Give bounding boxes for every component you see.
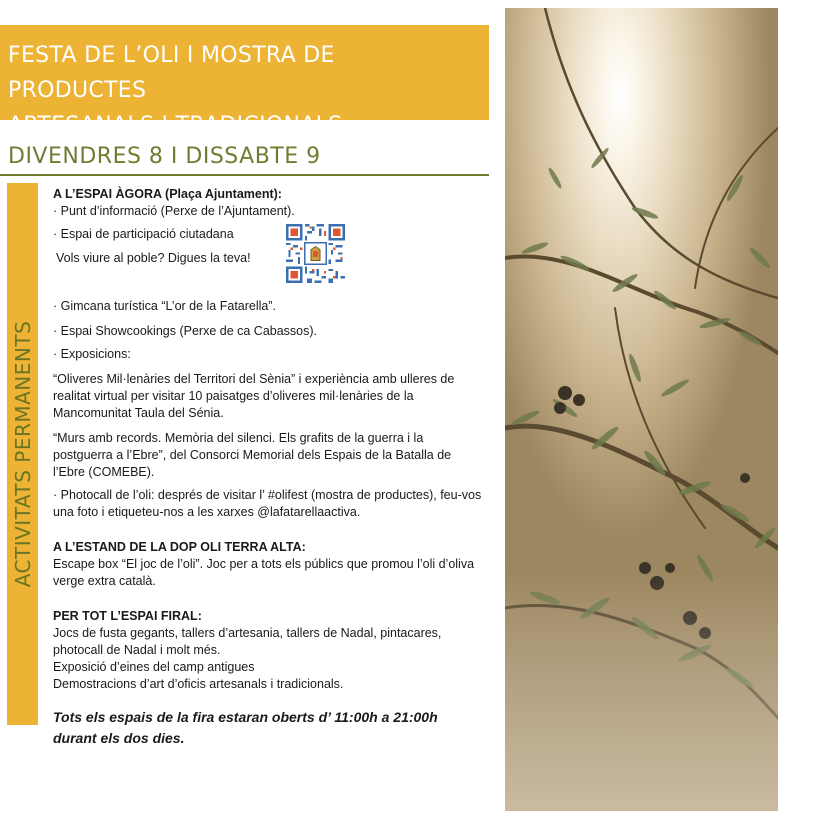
photocall-item: · Photocall de l’oli: després de visitar l’ #olifest (mostra de productes), feu-vos una foto i etiqueteu-nos a les xarxes @lafatarellaactiva.	[53, 488, 482, 519]
participation-prompt: Vols viure al poble? Digues la teva!	[56, 251, 251, 265]
title-banner	[0, 25, 489, 138]
exhibition-item: “Murs amb records. Memòria del silenci. Els grafits de la guerra i la postguerra a l’Ebre”, del Consorci Memorial dels Espais de la Batalla de l’Ebre (COMEBE).	[53, 431, 452, 479]
date-heading: DIVENDRES 8 I DISSABTE 9	[8, 144, 321, 169]
olive-tree-photo	[505, 8, 778, 811]
dop-text: Escape box “El joc de l’oli”. Joc per a tots els públics que promou l’oli d’oliva verge extra català.	[53, 557, 475, 588]
participation-block	[53, 226, 485, 298]
qr-code-icon[interactable]	[286, 224, 345, 283]
event-title: FESTA DE L’OLI I MOSTRA DE PRODUCTES ARTESANALS I TRADICIONALS	[8, 43, 343, 138]
heading-divider	[0, 174, 489, 176]
showcookings-item: · Espai Showcookings (Perxe de ca Cabassos).	[53, 324, 318, 338]
dop-heading: A L’ESTAND DE LA DOP OLI TERRA ALTA:	[53, 540, 306, 554]
exhibitions-label: · Exposicions:	[53, 347, 131, 361]
info-point-item: · Punt d’informació (Perxe de l’Ajuntament).	[53, 204, 295, 218]
program-content	[53, 186, 485, 749]
fair-item: Jocs de fusta gegants, tallers d’artesania, tallers de Nadal, pintacares, photocall de Nadal i molt més.	[53, 626, 442, 657]
fair-heading: PER TOT L’ESPAI FIRAL:	[53, 609, 202, 623]
gimcana-item: · Gimcana turística “L’or de la Fatarella”.	[53, 299, 276, 313]
opening-hours-note: Tots els espais de la fira estaran oberts d’ 11:00h a 21:00h durant els dos dies.	[53, 709, 438, 746]
participation-item: · Espai de participació ciutadana	[53, 227, 234, 241]
fair-item: Exposició d’eines del camp antigues	[53, 660, 255, 674]
sidebar-label: ACTIVITATS PERMANENTS	[10, 320, 35, 588]
permanent-activities-sidebar	[7, 183, 38, 725]
fair-item: Demostracions d’art d’oficis artesanals i tradicionals.	[53, 677, 344, 691]
exhibition-item: “Oliveres Mil·lenàries del Territori del Sènia” i experiència amb ulleres de realitat virtual per visitar 10 paisatges d’oliveres mil·lenàries de la Mancomunitat Taula del Sénia.	[53, 372, 455, 420]
agora-heading: A L’ESPAI ÀGORA (Plaça Ajuntament):	[53, 187, 282, 201]
